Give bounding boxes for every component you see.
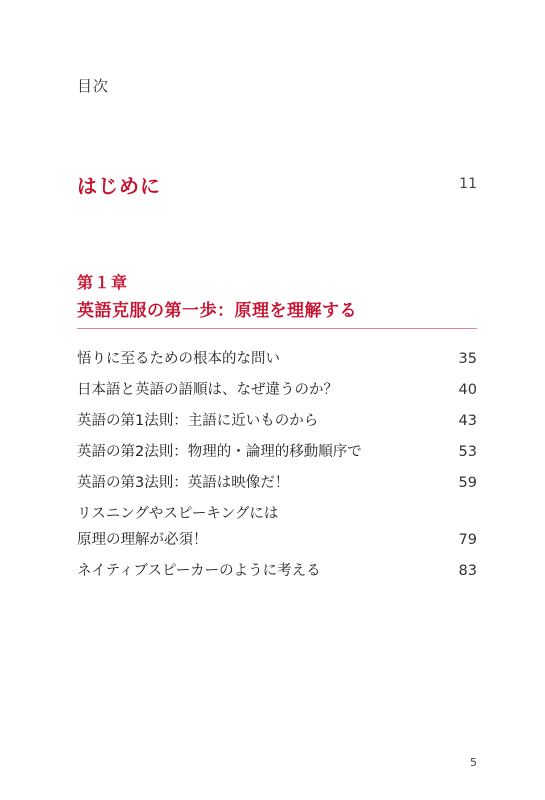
toc-entry-page: 83 bbox=[458, 563, 477, 579]
toc-entry-title: リスニングやスピーキングには 原理の理解が必須！ bbox=[77, 506, 279, 548]
intro-page-number: 11 bbox=[459, 176, 477, 192]
toc-entry-title: 英語の第3法則：英語は映像だ！ bbox=[77, 475, 290, 491]
intro-title: はじめに bbox=[77, 173, 161, 198]
toc-entry-page: 35 bbox=[458, 351, 477, 367]
toc-entry-page: 43 bbox=[458, 413, 477, 429]
toc-entry-title: 日本語と英語の語順は、なぜ違うのか？ bbox=[77, 382, 338, 398]
chapter-title[interactable]: 英語克服の第一歩：原理を理解する bbox=[77, 301, 357, 321]
toc-entry-title: 英語の第1法則：主語に近いものから bbox=[77, 413, 319, 429]
toc-entry-page: 53 bbox=[458, 444, 477, 460]
toc-entry[interactable] bbox=[77, 439, 477, 465]
toc-heading: 目次 bbox=[77, 77, 110, 95]
toc-entry[interactable] bbox=[77, 470, 477, 496]
toc-entry-intro[interactable] bbox=[77, 170, 477, 198]
toc-entry-title: ネイティブスピーカーのように考える bbox=[77, 563, 321, 579]
toc-entry-page: 59 bbox=[458, 475, 477, 491]
chapter-divider bbox=[77, 328, 477, 329]
toc-entry[interactable] bbox=[77, 377, 477, 403]
toc-entry-page: 79 bbox=[458, 532, 477, 548]
chapter-label: 第１章 bbox=[77, 273, 129, 292]
toc-entry[interactable] bbox=[77, 408, 477, 434]
toc-entry-title: 悟りに至るための根本的な問い bbox=[77, 351, 280, 367]
toc-entry[interactable] bbox=[77, 501, 477, 553]
toc-entry[interactable] bbox=[77, 346, 477, 372]
toc-entry-list bbox=[77, 346, 477, 589]
toc-entry-page: 40 bbox=[458, 382, 477, 398]
page-number: 5 bbox=[470, 756, 477, 769]
toc-entry-title: 英語の第2法則：物理的・論理的移動順序で bbox=[77, 444, 362, 460]
toc-entry[interactable] bbox=[77, 558, 477, 584]
